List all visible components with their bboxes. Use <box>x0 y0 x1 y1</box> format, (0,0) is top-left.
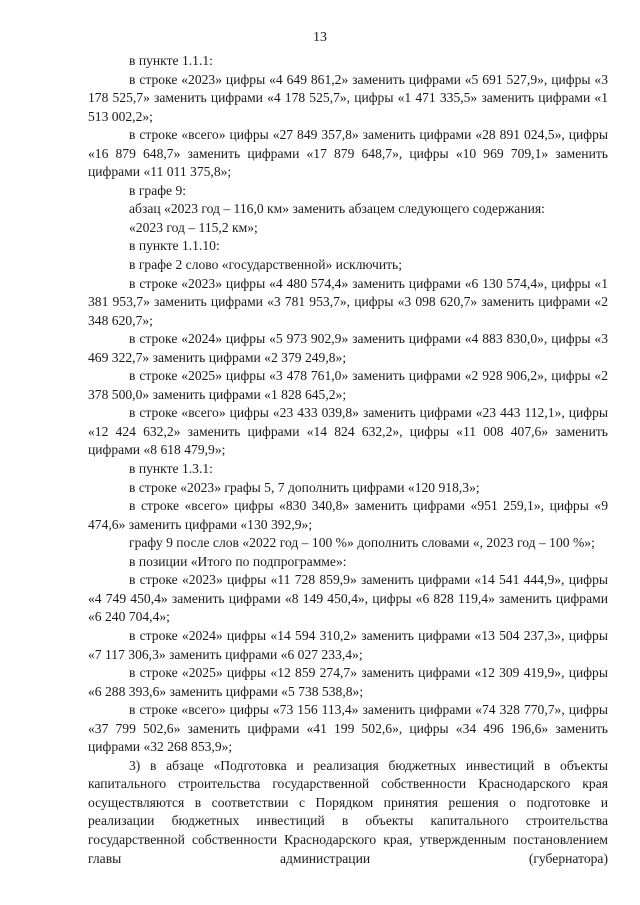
paragraph-11: в строке «2025» цифры «3 478 761,0» заменить цифрами «2 928 906,2», цифры «2 378 500,0» заменить цифрами «1 828 645,2»; <box>88 368 608 402</box>
paragraph-10: в строке «2024» цифры «5 973 902,9» заменить цифрами «4 883 830,0», цифры «3 469 322,7» заменить цифрами «2 379 249,8»; <box>88 331 608 365</box>
paragraph-12: в строке «всего» цифры «23 433 039,8» заменить цифрами «23 443 112,1», цифры «12 424 632,2» заменить цифрами «14 824 632,2», цифры «11 008 407,6» заменить цифрами «8 618 479,9»; <box>88 405 608 458</box>
paragraph-19: в строке «2024» цифры «14 594 310,2» заменить цифрами «13 504 237,3», цифры «7 117 306,3» заменить цифрами «6 027 233,4»; <box>88 627 608 662</box>
paragraph-20: в строке «2025» цифры «12 859 274,7» заменить цифрами «12 309 419,9», цифры «6 288 393,6» заменить цифрами «5 738 538,8»; <box>88 665 608 699</box>
paragraph-9: в строке «2023» цифры «4 480 574,4» заменить цифрами «6 130 574,4», цифры «1 381 953,7» заменить цифрами «3 781 953,7», цифры «3 098 620,7» заменить цифрами «2 348 620,7»; <box>88 275 608 328</box>
paragraph-7: в пункте 1.1.10: <box>129 238 220 254</box>
document-body <box>88 52 608 868</box>
paragraph-3: в строке «всего» цифры «27 849 357,8» заменить цифрами «28 891 024,5», цифры «16 879 648,7» заменить цифрами «17 879 648,7», цифры «10 969 709,1» заменить цифрами «11 011 375,8»; <box>88 127 608 180</box>
paragraph-2: в строке «2023» цифры «4 649 861,2» заменить цифрами «5 691 527,9», цифры «3 178 525,7» заменить цифрами «4 178 525,7», цифры «1 471 335,5» заменить цифрами «1 513 002,2»; <box>88 71 608 124</box>
paragraph-16: графу 9 после слов «2022 год – 100 %» дополнить словами «, 2023 год – 100 %»; <box>129 535 595 551</box>
paragraph-22: 3) в абзаце «Подготовка и реализация бюджетных инвестиций в объекты капитального строительства государственной собственности Краснодарского края осуществляются в соответствии с Порядком принятия решения о подготовке и реализации бюджетных инвестиций в объекты капитального строительства государственной собственности Краснодарского края, утвержденным постановлением главы администрации (губернатора) <box>88 757 608 866</box>
paragraph-15: в строке «всего» цифры «830 340,8» заменить цифрами «951 259,1», цифры «9 474,6» заменить цифрами «130 392,9»; <box>88 498 608 532</box>
paragraph-18: в строке «2023» цифры «11 728 859,9» заменить цифрами «14 541 444,9», цифры «4 749 450,4» заменить цифрами «8 149 450,4», цифры «6 828 119,4» заменить цифрами «6 240 704,4»; <box>88 572 608 625</box>
paragraph-13: в пункте 1.3.1: <box>129 461 213 477</box>
paragraph-1: в пункте 1.1.1: <box>129 53 213 68</box>
paragraph-4: в графе 9: <box>129 182 187 198</box>
paragraph-14: в строке «2023» графы 5, 7 дополнить цифрами «120 918,3»; <box>129 479 480 495</box>
paragraph-21: в строке «всего» цифры «73 156 113,4» заменить цифрами «74 328 770,7», цифры «37 799 502,6» заменить цифрами «41 199 502,6», цифры «34 496 196,6» заменить цифрами «32 268 853,9»; <box>88 702 608 755</box>
paragraph-5: абзац «2023 год – 116,0 км» заменить абзацем следующего содержания: <box>129 201 545 217</box>
paragraph-17: в позиции «Итого по подпрограмме»: <box>129 553 347 569</box>
paragraph-8: в графе 2 слово «государственной» исключить; <box>129 257 403 273</box>
paragraph-6: «2023 год – 115,2 км»; <box>129 219 258 235</box>
page-number: 13 <box>313 30 327 45</box>
